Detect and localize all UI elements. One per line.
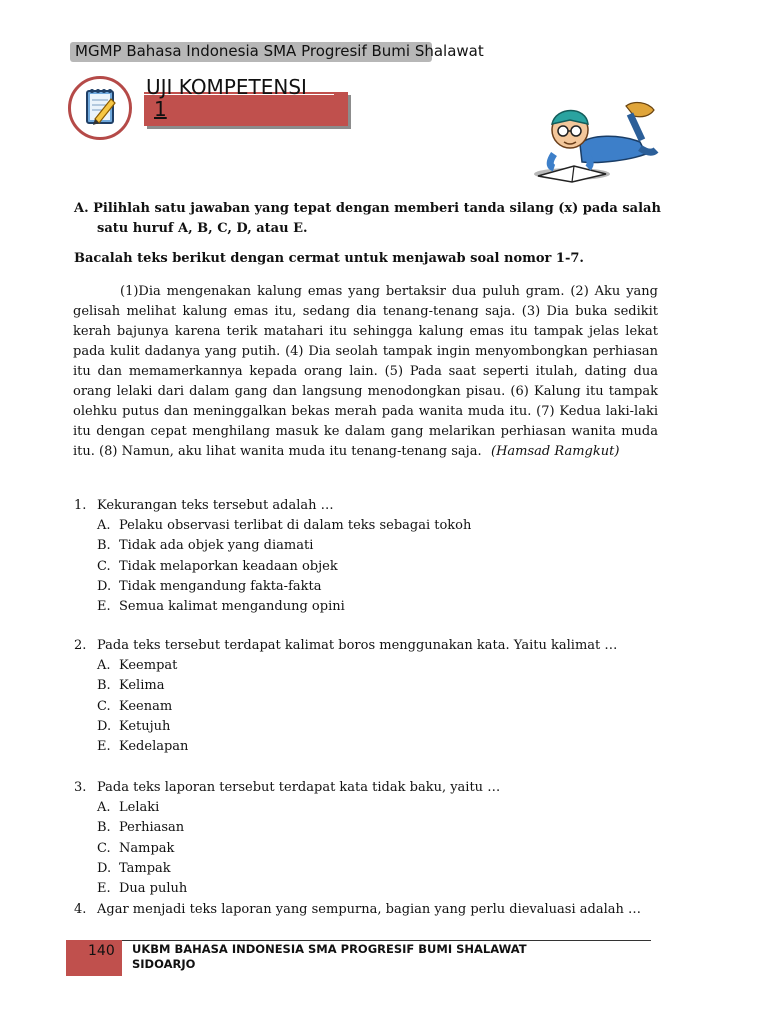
section-a-instruction: [74, 199, 661, 239]
passage-author: (Hamsad Ramgkut): [491, 444, 620, 459]
question-stem: Pada teks laporan tersebut terdapat kata tidak baku, yaitu …: [97, 780, 501, 795]
read-instruction: Bacalah teks berikut dengan cermat untuk menjawab soal nomor 1-7.: [74, 251, 584, 266]
option-c[interactable]: [97, 839, 664, 859]
option-text: Nampak: [119, 840, 175, 856]
question-number: 2.: [74, 638, 87, 653]
option-text: Keempat: [119, 658, 178, 674]
option-a[interactable]: [97, 656, 664, 676]
option-text: Semua kalimat mengandung opini: [119, 599, 345, 615]
question-stem: Pada teks tersebut terdapat kalimat boros menggunakan kata. Yaitu kalimat …: [97, 638, 618, 653]
option-b[interactable]: [97, 676, 664, 696]
question-number: 4.: [74, 902, 87, 917]
option-d[interactable]: [97, 859, 664, 879]
option-b[interactable]: [97, 536, 664, 556]
page-number: 140: [88, 943, 115, 959]
option-a[interactable]: [97, 798, 664, 818]
option-letter: B.: [97, 820, 111, 836]
option-letter: D.: [97, 860, 112, 876]
option-letter: E.: [97, 739, 111, 755]
notepad-pencil-icon: [71, 79, 129, 137]
option-text: Perhiasan: [119, 820, 185, 836]
option-text: Ketujuh: [119, 718, 171, 734]
option-text: Tidak ada objek yang diamati: [119, 538, 314, 554]
option-letter: C.: [97, 558, 111, 574]
reading-passage: [73, 282, 658, 462]
option-letter: E.: [97, 881, 111, 897]
option-c[interactable]: [97, 697, 664, 717]
title-line-1: UJI KOMPETENSI: [146, 75, 307, 99]
passage-text: (1)Dia mengenakan kalung emas yang bertaksir dua puluh gram. (2) Aku yang gelisah melihat kalung emas itu, sedang dia tenang-tenang saja. (3) Dia buka sedikit kerah bajunya karena terik matahari itu sehingga kalung emas itu tampak jelas lekat pada kulit dadanya yang putih. (4) Dia seolah tampak ingin menyombongkan perhiasan itu dan memamerkannya kepada orang lain. (5) Pada saat seperti itulah, dating dua orang lelaki dari dalam gang dan langsung menodongkan pisau. (6) Kalung itu tampak olehku putus dan meninggalkan bekas merah pada wanita muda itu. (7) Kedua laki-laki itu dengan cepat menghilang masuk ke dalam gang melarikan perhiasan wanita muda itu. (8) Namun, aku lihat wanita muda itu tenang-tenang saja.: [73, 284, 658, 459]
option-letter: B.: [97, 538, 111, 554]
option-letter: E.: [97, 599, 111, 615]
reading-boy-illustration: [530, 98, 660, 184]
option-text: Tidak melaporkan keadaan objek: [119, 558, 338, 574]
option-text: Dua puluh: [119, 881, 188, 897]
option-letter: A.: [97, 658, 111, 674]
question-3: [74, 778, 664, 899]
section-a-line-1: A. Pilihlah satu jawaban yang tepat dengan memberi tanda silang (x) pada salah: [74, 201, 661, 216]
option-text: Pelaku observasi terlibat di dalam teks sebagai tokoh: [119, 518, 472, 534]
footer-line-2: SIDOARJO: [132, 957, 196, 971]
option-e[interactable]: [97, 879, 664, 899]
option-letter: A.: [97, 800, 111, 816]
option-letter: C.: [97, 840, 111, 856]
page-title: [146, 76, 307, 120]
question-number: 3.: [74, 780, 87, 795]
title-line-2: 1: [154, 97, 167, 121]
question-2: [74, 636, 664, 757]
question-number: 1.: [74, 498, 87, 513]
footer-line-1: UKBM BAHASA INDONESIA SMA PROGRESIF BUMI SHALAWAT: [132, 942, 527, 956]
option-letter: C.: [97, 698, 111, 714]
question-stem: Kekurangan teks tersebut adalah …: [97, 498, 334, 513]
header-text: MGMP Bahasa Indonesia SMA Progresif Bumi Shalawat: [75, 42, 484, 60]
option-text: Kelima: [119, 678, 165, 694]
option-text: Keenam: [119, 698, 173, 714]
question-4: [74, 900, 659, 920]
option-d[interactable]: [97, 577, 664, 597]
question-1: [74, 496, 664, 617]
option-a[interactable]: [97, 516, 664, 536]
option-letter: D.: [97, 578, 112, 594]
footer-rule: [121, 940, 651, 941]
option-b[interactable]: [97, 818, 664, 838]
option-letter: D.: [97, 718, 112, 734]
option-text: Tampak: [119, 860, 171, 876]
option-text: Tidak mengandung fakta-fakta: [119, 578, 322, 594]
option-letter: B.: [97, 678, 111, 694]
option-e[interactable]: [97, 597, 664, 617]
option-letter: A.: [97, 518, 111, 534]
question-stem: Agar menjadi teks laporan yang sempurna, bagian yang perlu dievaluasi adalah …: [97, 902, 641, 917]
option-d[interactable]: [97, 717, 664, 737]
section-a-line-2: satu huruf A, B, C, D, atau E.: [97, 221, 308, 236]
footer-text: [132, 942, 527, 972]
notepad-badge: [68, 76, 132, 140]
option-c[interactable]: [97, 557, 664, 577]
option-text: Lelaki: [119, 800, 160, 816]
option-e[interactable]: [97, 737, 664, 757]
option-text: Kedelapan: [119, 739, 189, 755]
